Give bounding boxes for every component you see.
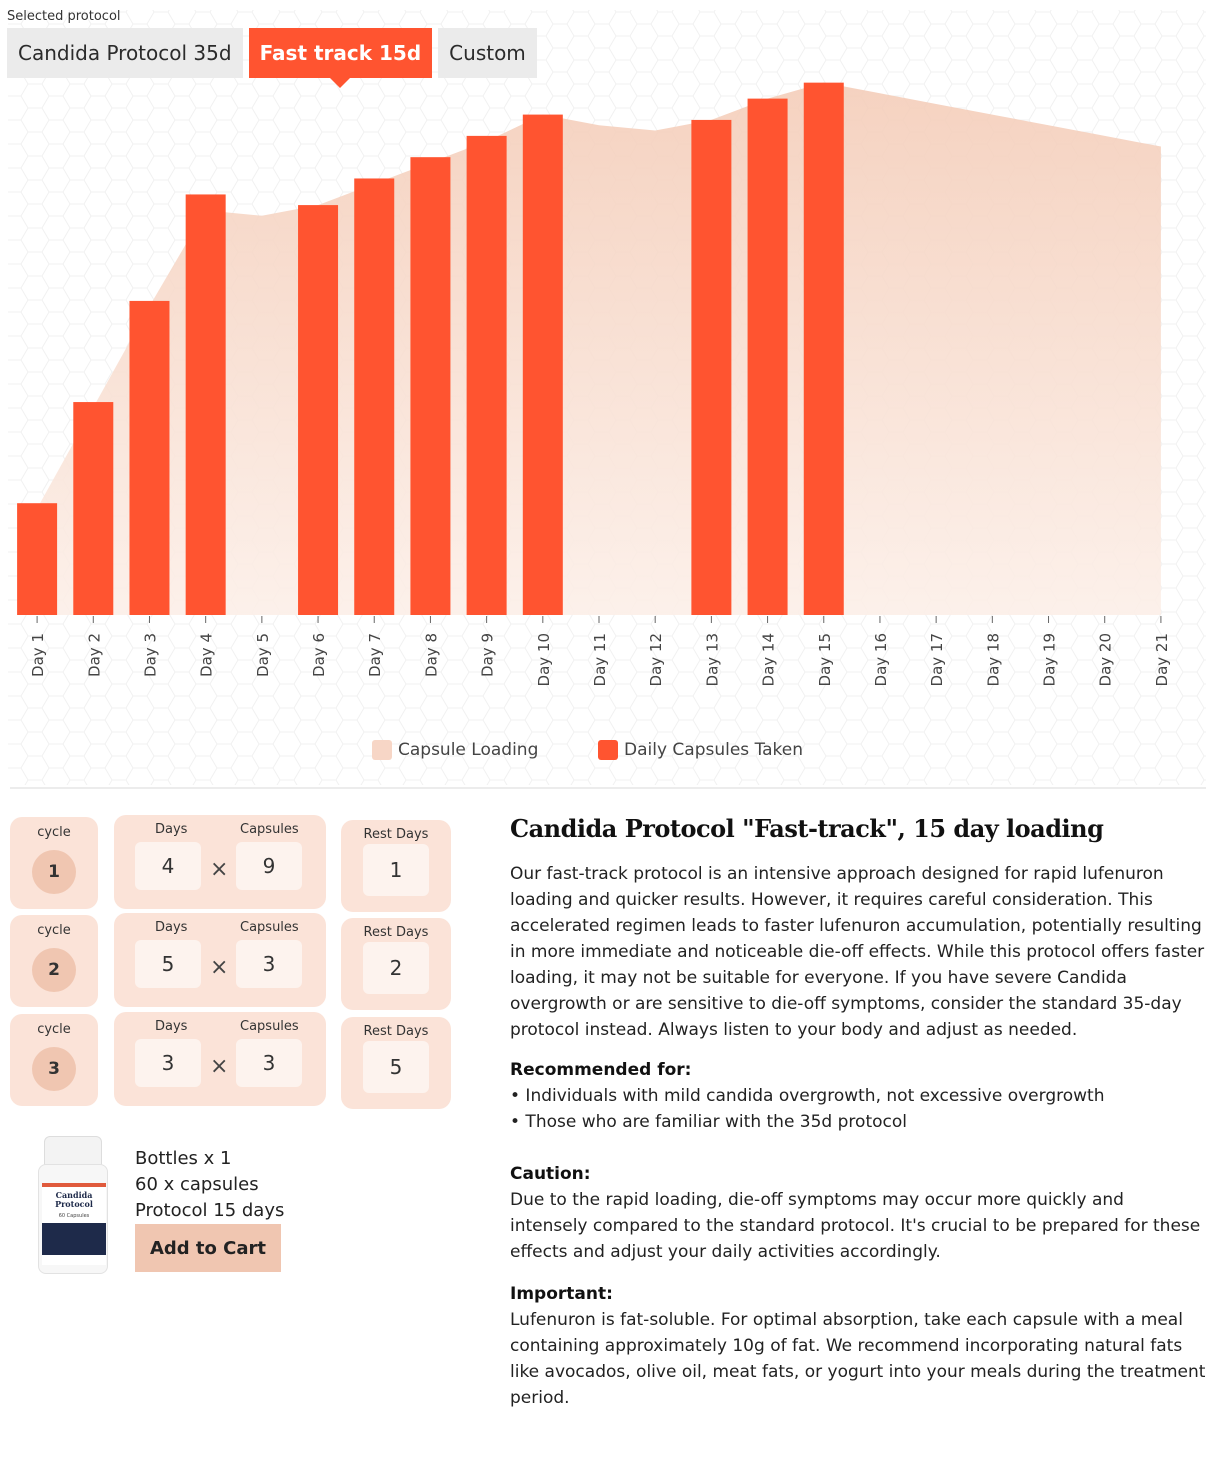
rest-days-input[interactable]: 2 — [363, 942, 429, 994]
times-icon: × — [210, 955, 229, 980]
bar-day-6[interactable] — [298, 205, 338, 615]
x-tick-label: Day 12 — [647, 633, 666, 687]
cycle-label: cycle — [37, 923, 71, 938]
x-tick-label: Day 11 — [591, 633, 609, 687]
capsules-input[interactable]: 3 — [236, 1039, 302, 1087]
recommended-heading: Recommended for: — [510, 1060, 692, 1080]
days-capsules-box — [114, 913, 326, 1007]
bar-day-1[interactable] — [17, 503, 57, 615]
recommended-item: • Individuals with mild candida overgrowth, not excessive overgrowth — [510, 1086, 1105, 1106]
bottle-band — [42, 1223, 106, 1255]
protocol-description — [510, 814, 1206, 1411]
legend-item-daily[interactable] — [598, 740, 803, 760]
x-tick-label: Day 15 — [815, 633, 834, 687]
days-capsules-box — [114, 1012, 326, 1106]
days-capsules-box — [114, 815, 326, 909]
times-icon: × — [210, 1054, 229, 1079]
days-input[interactable]: 3 — [135, 1039, 201, 1087]
rest-days-input[interactable]: 5 — [363, 1041, 429, 1093]
add-to-cart-button[interactable]: Add to Cart — [135, 1224, 281, 1272]
bottle-title: Candida Protocol — [55, 1190, 93, 1209]
important-text: Lufenuron is fat-soluble. For optimal absorption, take each capsule with a meal containing approximately 10g of fat. We recommend incorporating natural fats like avocados, olive oil, meat fats, or yogurt into your meals during the treatment period. — [510, 1310, 1206, 1408]
x-tick-label: Day 20 — [1096, 633, 1115, 687]
rest-days-label: Rest Days — [363, 827, 429, 842]
capsules-label: Capsules — [240, 920, 299, 935]
bottle-cap — [44, 1136, 102, 1166]
cycle-label: cycle — [37, 825, 71, 840]
cycle-box — [10, 915, 98, 1007]
bar-day-4[interactable] — [186, 194, 226, 615]
tab-custom[interactable]: Custom — [438, 28, 537, 78]
x-tick-label: Day 10 — [534, 633, 553, 687]
rest-days-label: Rest Days — [363, 1024, 429, 1039]
x-tick-label: Day 1 — [29, 633, 48, 677]
x-tick-label: Day 2 — [85, 633, 104, 677]
selected-protocol-label: Selected protocol — [7, 9, 121, 24]
x-tick-label: Day 21 — [1152, 633, 1171, 687]
legend-swatch-loading — [372, 740, 392, 760]
recommended-item: • Those who are familiar with the 35d protocol — [510, 1112, 907, 1132]
description-title: Candida Protocol "Fast-track", 15 day loading — [510, 814, 1104, 843]
x-tick-label: Day 14 — [759, 633, 778, 687]
bottle-subtitle: 60 Capsules — [58, 1213, 90, 1219]
x-tick-label: Day 7 — [366, 633, 385, 677]
bar-day-13[interactable] — [691, 120, 731, 615]
legend-item-loading[interactable] — [372, 740, 538, 760]
days-label: Days — [155, 920, 188, 935]
product-info — [135, 1146, 284, 1224]
capsules-input[interactable]: 3 — [236, 940, 302, 988]
cycle-box — [10, 817, 98, 909]
cycle-box — [10, 1014, 98, 1106]
x-tick-label: Day 9 — [478, 633, 497, 677]
bar-day-8[interactable] — [410, 157, 450, 615]
tab-candida-35d[interactable]: Candida Protocol 35d — [7, 28, 243, 78]
tab-fast-track-15d[interactable]: Fast track 15d — [249, 28, 433, 78]
capsules-input[interactable]: 9 — [236, 842, 302, 890]
protocol-length: Protocol 15 days — [135, 1200, 285, 1221]
x-tick-label: Day 5 — [253, 633, 272, 677]
section-divider — [10, 787, 1206, 789]
cycle-row — [10, 1012, 455, 1106]
protocol-tabs — [7, 28, 543, 78]
product-bottle-image — [38, 1136, 108, 1276]
bar-day-2[interactable] — [73, 402, 113, 615]
cycle-number: 2 — [32, 948, 76, 992]
cycle-number: 1 — [32, 850, 76, 894]
bar-day-15[interactable] — [804, 83, 844, 615]
times-icon: × — [210, 857, 229, 882]
x-tick-label: Day 6 — [310, 633, 329, 677]
bar-day-9[interactable] — [467, 136, 507, 615]
rest-days-input[interactable]: 1 — [363, 844, 429, 896]
x-tick-label: Day 18 — [984, 633, 1003, 687]
rest-days-box — [341, 820, 451, 912]
x-tick-label: Day 13 — [703, 633, 722, 687]
x-tick-label: Day 3 — [141, 633, 160, 677]
x-tick-label: Day 17 — [928, 633, 947, 687]
bottle-body — [38, 1164, 108, 1274]
bar-day-3[interactable] — [129, 301, 169, 615]
rest-days-box — [341, 918, 451, 1010]
legend-label-loading: Capsule Loading — [398, 740, 539, 760]
important-heading: Important: — [510, 1284, 613, 1304]
rest-days-box — [341, 1017, 451, 1109]
cycle-row — [10, 913, 455, 1007]
days-label: Days — [155, 1019, 188, 1034]
bar-day-14[interactable] — [748, 99, 788, 615]
legend-label-daily: Daily Capsules Taken — [624, 740, 804, 760]
capsules-label: Capsules — [240, 822, 299, 837]
x-tick-label: Day 16 — [871, 633, 890, 687]
days-input[interactable]: 4 — [135, 842, 201, 890]
days-label: Days — [155, 822, 188, 837]
cycle-number: 3 — [32, 1047, 76, 1091]
bottle-label — [42, 1183, 106, 1265]
bottles-count: Bottles x 1 — [135, 1148, 232, 1169]
x-tick-label: Day 4 — [197, 633, 216, 677]
rest-days-label: Rest Days — [363, 925, 429, 940]
days-input[interactable]: 5 — [135, 940, 201, 988]
caution-heading: Caution: — [510, 1164, 591, 1184]
bar-day-7[interactable] — [354, 178, 394, 615]
caution-text: Due to the rapid loading, die-off symptoms may occur more quickly and intensely compared to the standard protocol. It's crucial to be prepared for these effects and adjust your daily activities accordingly. — [510, 1190, 1201, 1262]
description-intro: Our fast-track protocol is an intensive approach designed for rapid lufenuron loading and quicker results. However, it requires careful consideration. This accelerated regimen leads to faster lufenuron accumulation, potentially resulting in more immediate and noticeable die-off effects. While this protocol offers faster loading, it may not be suitable for everyone. If you have severe Candida overgrowth or are sensitive to die-off symptoms, consider the standard 35-day protocol instead. Always listen to your body and adjust as needed. — [510, 864, 1205, 1040]
x-tick-label: Day 19 — [1040, 633, 1059, 687]
x-tick-label: Day 8 — [422, 633, 441, 677]
capsule-count: 60 x capsules — [135, 1174, 259, 1195]
legend-swatch-daily — [598, 740, 618, 760]
capsules-label: Capsules — [240, 1019, 299, 1034]
cycle-row — [10, 815, 455, 909]
bar-day-10[interactable] — [523, 115, 563, 615]
chart-legend — [0, 740, 1208, 766]
cycle-label: cycle — [37, 1022, 71, 1037]
